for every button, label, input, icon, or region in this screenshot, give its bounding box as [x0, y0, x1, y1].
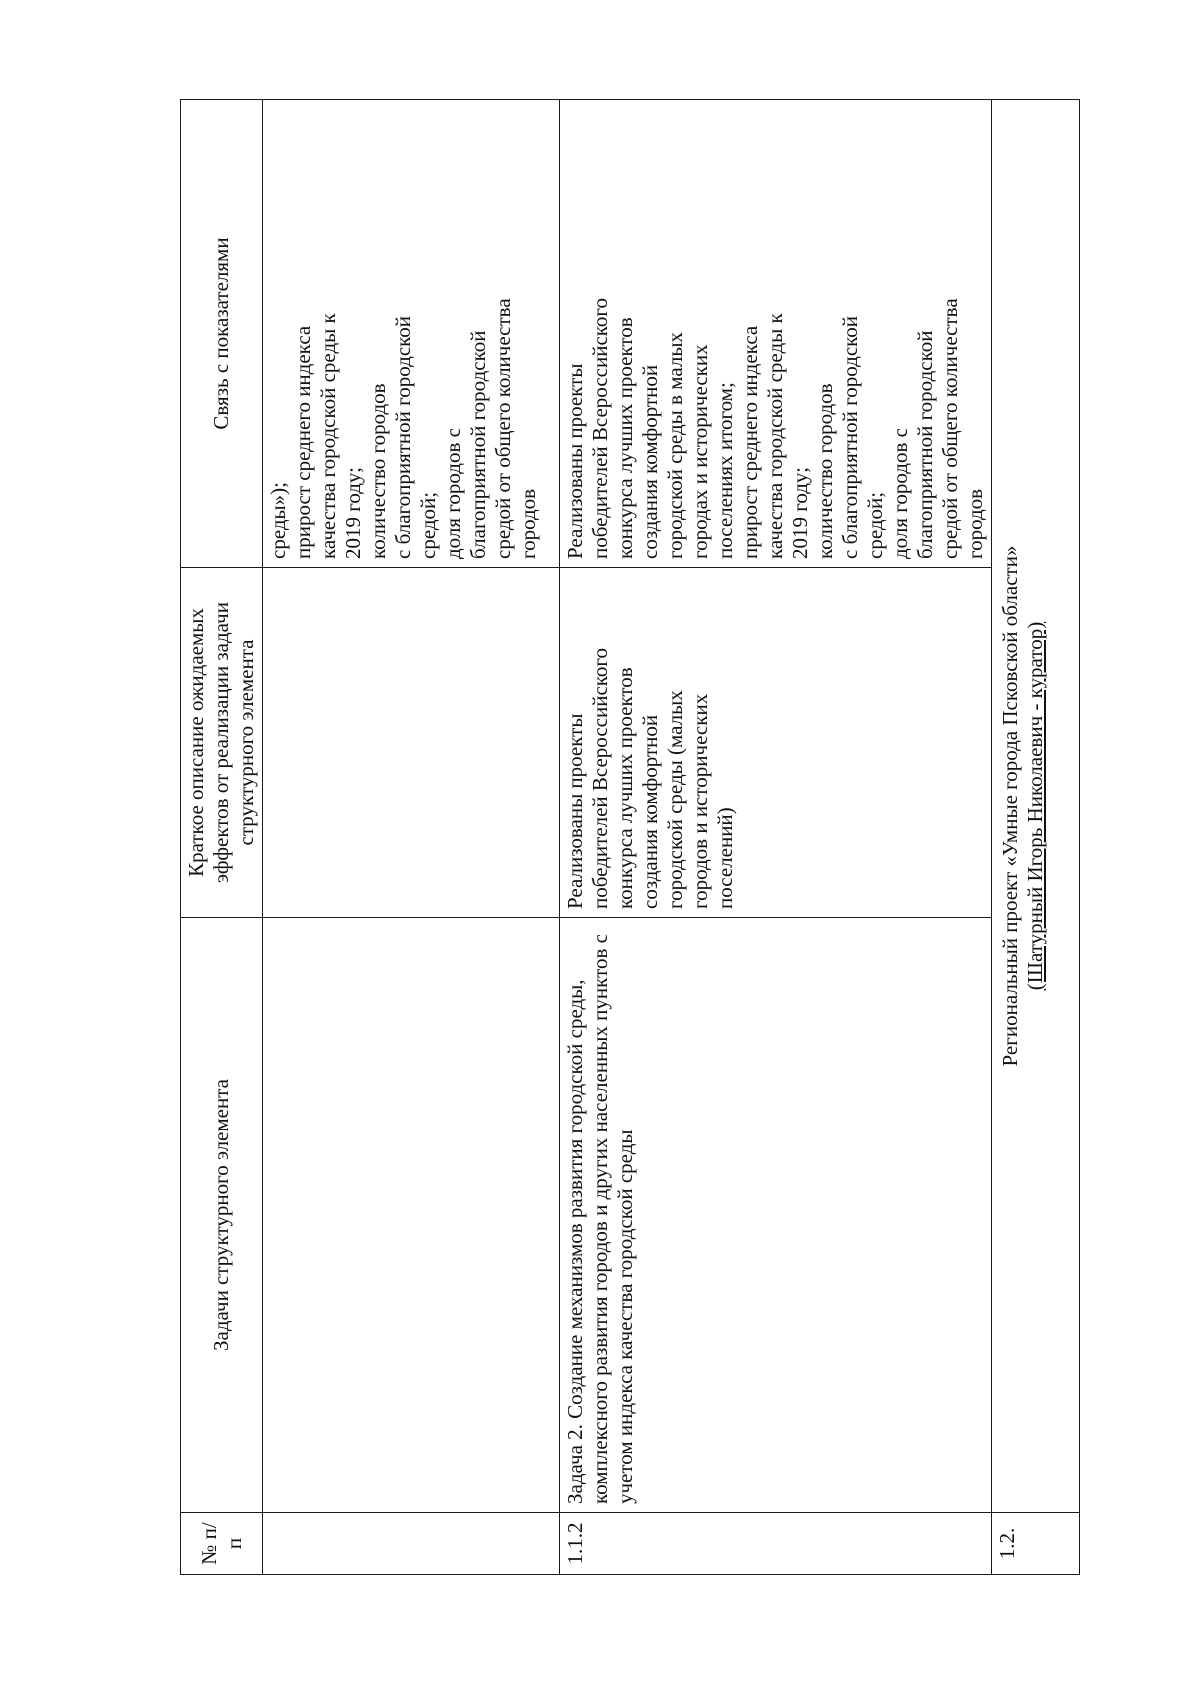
- table-row: [263, 100, 560, 1575]
- text-line: качества городской среды к: [316, 313, 340, 559]
- text-line: доля городов с: [888, 428, 912, 559]
- indicators-link-cell: [263, 100, 560, 568]
- text-line: благоприятной городской: [466, 330, 490, 559]
- text-line: Реализованы проекты: [563, 363, 587, 559]
- text-line: средой от общего количества: [938, 298, 962, 559]
- task-cell: Задача 2. Создание механизмов развития городской среды, комплексного развития городов и других населенных пунктов с учетом индекса качества городской среды: [560, 918, 992, 1513]
- text-line: городов: [963, 488, 987, 559]
- text-line: городов: [516, 488, 540, 559]
- text-line: победителей Всероссийского: [588, 298, 612, 559]
- table-row: [560, 100, 992, 1575]
- rotated-table-container: [180, 100, 1110, 1575]
- effects-cell: [263, 568, 560, 918]
- effects-cell: [560, 568, 992, 918]
- text-line: с благоприятной городской: [838, 315, 862, 559]
- text-line: среды»);: [266, 482, 290, 559]
- text-line: городов и исторических: [688, 693, 712, 909]
- header-tasks: Задачи структурного элемента: [181, 918, 263, 1513]
- text-line: конкурса лучших проектов: [613, 317, 637, 559]
- text-line: средой от общего количества: [491, 298, 515, 559]
- structural-element-table: [180, 99, 1080, 1575]
- row-number-cell: 1.2.: [992, 1513, 1080, 1575]
- text-line: доля городов с: [441, 428, 465, 559]
- text-line: городской среды (малых: [663, 690, 687, 909]
- regional-project-curator: (Шатурный Игорь Николаевич - куратор): [1023, 621, 1047, 991]
- text-line: создания комфортной: [638, 364, 662, 559]
- text-line: городах и исторических: [688, 344, 712, 559]
- text-line: городской среды в малых: [663, 332, 687, 559]
- text-line: победителей Всероссийского: [588, 648, 612, 909]
- indicators-link-cell: [560, 100, 992, 568]
- text-line: 2019 году;: [341, 467, 365, 559]
- text-line: создания комфортной: [638, 714, 662, 909]
- text-line: качества городской среды к: [763, 313, 787, 559]
- text-line: поселений): [713, 807, 737, 909]
- text-line: благоприятной городской: [913, 330, 937, 559]
- text-line: 2019 году;: [788, 467, 812, 559]
- text-line: количество городов: [366, 383, 390, 559]
- header-effects: Краткое описание ожидаемых эффектов от реализации задачи структурного элемента: [181, 568, 263, 918]
- regional-project-title: Региональный проект «Умные города Псковской области»: [998, 545, 1022, 1067]
- text-line: прирост среднего индекса: [291, 325, 315, 559]
- row-number-cell: 1.1.2: [560, 1513, 992, 1575]
- text-line: Реализованы проекты: [563, 713, 587, 909]
- table-header-row: [181, 100, 263, 1575]
- text-line: средой;: [863, 491, 887, 559]
- row-number-cell: [263, 1513, 560, 1575]
- task-cell: [263, 918, 560, 1513]
- text-line: средой;: [416, 491, 440, 559]
- text-line: прирост среднего индекса: [738, 325, 762, 559]
- regional-project-cell: [992, 100, 1080, 1513]
- text-line: количество городов: [813, 383, 837, 559]
- text-line: конкурса лучших проектов: [613, 667, 637, 909]
- header-number: № п/п: [181, 1513, 263, 1575]
- header-indicators-link: Связь с показателями: [181, 100, 263, 568]
- table-row: [992, 100, 1080, 1575]
- text-line: с благоприятной городской: [391, 315, 415, 559]
- text-line: поселениях итогом;: [713, 382, 737, 559]
